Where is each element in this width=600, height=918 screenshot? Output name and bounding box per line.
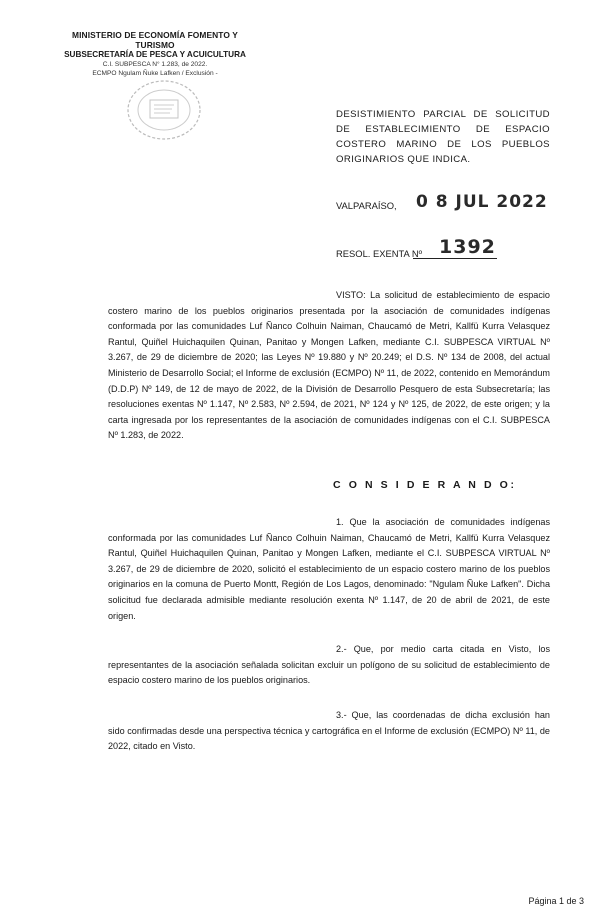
reference-line-2: ECMPO Ngulam Ñuke Lafken / Exclusión - [92,70,218,77]
page-number: Página 1 de 3 [528,896,584,906]
resolution-underline [413,258,497,259]
subsecretaria-name: SUBSECRETARÍA DE PESCA Y ACUICULTURA [64,50,246,59]
visto-paragraph [108,288,550,444]
resolution-label: RESOL. EXENTA Nº [336,248,423,259]
date-stamp: 0 8 JUL 2022 [416,192,548,212]
considerando-paragraph-2: 2.- Que, por medio carta citada en Visto, los representantes de la asociación señalada solicitan excluir un polígono de su solicitud de establecimiento de espacio costero marino de los pueblos originarios. [108,644,550,686]
date-label: VALPARAÍSO, [336,200,397,211]
official-stamp-seal [125,78,203,142]
letterhead [55,30,255,78]
considerando-paragraph-3: 3.- Que, las coordenadas de dicha exclusión han sido confirmadas desde una perspectiva técnica y cartográfica en el Informe de exclusión (ECMPO) Nº 11, de 2022, citado en Visto. [108,710,550,752]
date-line [336,192,548,212]
document-title: DESISTIMIENTO PARCIAL DE SOLICITUD DE ESTABLECIMIENTO DE ESPACIO COSTERO MARINO DE LOS PUEBLOS ORIGINARIOS QUE INDICA. [336,109,550,165]
considerando-paragraph-1: 1. Que la asociación de comunidades indígenas conformada por las comunidades Luf Ñanco Colhuin Naiman, Chaucamó de Metri, Kallfü Kurra Velasquez Rantul, Quiñel Huichaquilen Quinan, Panitao y Mongen Lafken, mediante el C.I. SUBPESCA VIRTUAL Nº 3.267, de 29 de diciembre de 2020, solicitó el establecimiento de un espacio costero marino de los pueblos originarios en la comuna de Puerto Montt, Región de Los Lagos, denominado: "Ngulam Ñuke Lafken". Dicha solicitud fue declarada admisible mediante resolución exenta Nº 1.147, de 20 de abril de 2021, de este origen. [108,517,550,621]
reference-line-1: C.I. SUBPESCA N° 1.283, de 2022. [102,61,208,68]
resolution-number: 1392 [439,236,496,258]
considerando-heading: C O N S I D E R A N D O: [333,479,517,491]
visto-text: La solicitud de establecimiento de espacio costero marino de los pueblos originarios presentada por la asociación de comunidades indígenas conformada por las comunidades Luf Ñanco Colhuin Naiman, Chaucamó de Metri, Kallfü Kurra Velasquez Rantul, Quiñel Huichaquilen Quinan, Panitao y Mongen Lafken, mediante C.I. SUBPESCA VIRTUAL Nº 3.267, de 29 de diciembre de 2020; las Leyes Nº 19.880 y Nº 20.249; el D.S. Nº 134 de 2008, del actual Ministerio de Desarrollo Social; el Informe de exclusión (ECMPO) Nº 11, de 2022, contenido en Memorándum (D.D.P) Nº 149, de 12 de mayo de 2022, de la División de Desarrollo Pesquero de esta Subsecretaría; las resoluciones exentas Nº 1.147, Nº 2.583, Nº 2.594, de 2021, Nº 124 y Nº 125, de 2022, de este origen; y la carta ingresada por los representantes de la asociación de comunidades indígenas con el C.I. SUBPESCA Nº 1.283, de 2022. [108,290,550,441]
resolution-line [336,236,496,259]
visto-label: VISTO: [336,290,366,300]
ministry-name: MINISTERIO DE ECONOMÍA FOMENTO Y TURISMO [72,30,238,50]
